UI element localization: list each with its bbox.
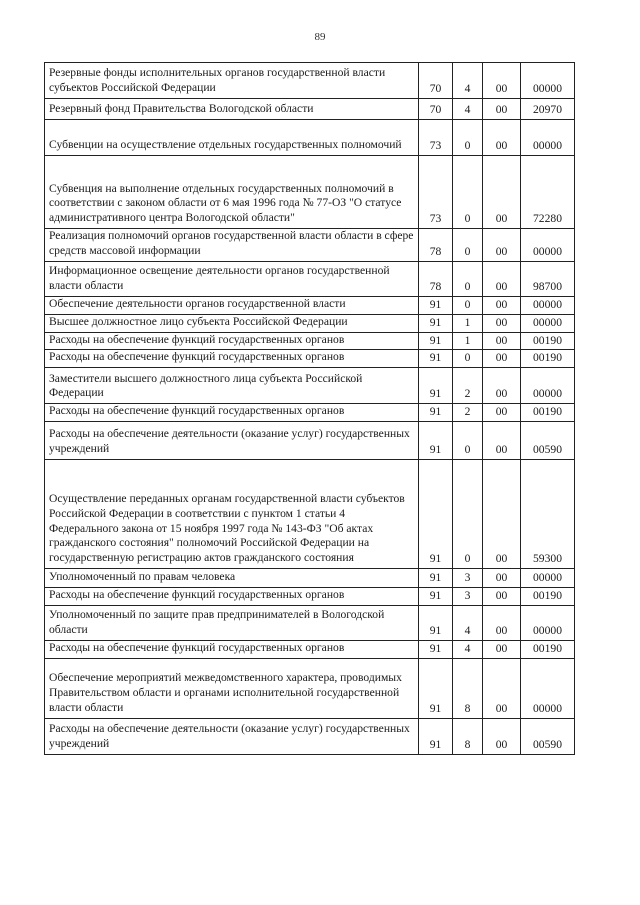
table-row (45, 262, 575, 297)
main-event-code: 00 (483, 459, 521, 568)
direction-code: 00190 (521, 350, 575, 368)
direction-code: 00590 (521, 421, 575, 459)
main-event-code: 00 (483, 404, 521, 422)
subprogram-code: 0 (453, 120, 483, 156)
direction-code: 00190 (521, 640, 575, 658)
row-name: Расходы на обеспечение функций государственных органов (45, 350, 419, 368)
subprogram-code: 2 (453, 404, 483, 422)
table-row (45, 718, 575, 754)
program-code: 91 (419, 459, 453, 568)
row-name: Расходы на обеспечение деятельности (оказание услуг) государственных учреждений (45, 718, 419, 754)
subprogram-code: 2 (453, 368, 483, 404)
main-event-code: 00 (483, 63, 521, 99)
row-name: Резервные фонды исполнительных органов государственной власти субъектов Российской Федерации (45, 63, 419, 99)
direction-code: 00000 (521, 63, 575, 99)
subprogram-code: 4 (453, 99, 483, 120)
main-event-code: 00 (483, 229, 521, 262)
main-event-code: 00 (483, 332, 521, 350)
direction-code: 00000 (521, 229, 575, 262)
subprogram-code: 4 (453, 605, 483, 640)
subprogram-code: 1 (453, 332, 483, 350)
subprogram-code: 0 (453, 459, 483, 568)
row-name: Высшее должностное лицо субъекта Российской Федерации (45, 314, 419, 332)
table-row (45, 421, 575, 459)
direction-code: 00190 (521, 404, 575, 422)
table-row (45, 658, 575, 718)
table-row (45, 568, 575, 587)
main-event-code: 00 (483, 605, 521, 640)
direction-code: 00000 (521, 605, 575, 640)
direction-code: 00000 (521, 368, 575, 404)
row-name: Расходы на обеспечение функций государственных органов (45, 332, 419, 350)
program-code: 91 (419, 718, 453, 754)
direction-code: 59300 (521, 459, 575, 568)
subprogram-code: 0 (453, 297, 483, 315)
program-code: 70 (419, 99, 453, 120)
main-event-code: 00 (483, 99, 521, 120)
program-code: 91 (419, 587, 453, 605)
table-row (45, 640, 575, 658)
main-event-code: 00 (483, 568, 521, 587)
program-code: 91 (419, 421, 453, 459)
main-event-code: 00 (483, 262, 521, 297)
main-event-code: 00 (483, 640, 521, 658)
page-number: 89 (314, 31, 326, 43)
budget-classification-table (44, 62, 575, 755)
direction-code: 00000 (521, 314, 575, 332)
subprogram-code: 0 (453, 262, 483, 297)
row-name: Обеспечение деятельности органов государственной власти (45, 297, 419, 315)
row-name: Уполномоченный по защите прав предпринимателей в Вологодской области (45, 605, 419, 640)
program-code: 70 (419, 63, 453, 99)
table-row (45, 297, 575, 315)
program-code: 91 (419, 605, 453, 640)
program-code: 91 (419, 297, 453, 315)
direction-code: 98700 (521, 262, 575, 297)
table-row (45, 605, 575, 640)
subprogram-code: 3 (453, 587, 483, 605)
program-code: 78 (419, 229, 453, 262)
direction-code: 20970 (521, 99, 575, 120)
program-code: 91 (419, 314, 453, 332)
table-row (45, 332, 575, 350)
row-name: Расходы на обеспечение деятельности (оказание услуг) государственных учреждений (45, 421, 419, 459)
program-code: 91 (419, 568, 453, 587)
row-name: Уполномоченный по правам человека (45, 568, 419, 587)
direction-code: 00000 (521, 658, 575, 718)
program-code: 91 (419, 658, 453, 718)
table-row (45, 587, 575, 605)
row-name: Субвенции на осуществление отдельных государственных полномочий (45, 120, 419, 156)
table-row (45, 156, 575, 229)
program-code: 78 (419, 262, 453, 297)
main-event-code: 00 (483, 658, 521, 718)
subprogram-code: 0 (453, 421, 483, 459)
table-row (45, 404, 575, 422)
row-name: Осуществление переданных органам государственной власти субъектов Российской Федерации в соответствии с пунктом 1 статьи 4 Федерального закона от 15 ноября 1997 года № 143-ФЗ "Об актах гражданского состояния" полномочий Российской Федерации на государственную регистрацию актов гражданского состояния (45, 459, 419, 568)
table-row (45, 314, 575, 332)
table-row (45, 229, 575, 262)
program-code: 91 (419, 332, 453, 350)
subprogram-code: 0 (453, 156, 483, 229)
table-row (45, 350, 575, 368)
direction-code: 00590 (521, 718, 575, 754)
row-name: Расходы на обеспечение функций государственных органов (45, 404, 419, 422)
subprogram-code: 0 (453, 229, 483, 262)
main-event-code: 00 (483, 718, 521, 754)
subprogram-code: 4 (453, 640, 483, 658)
program-code: 91 (419, 350, 453, 368)
table-row (45, 368, 575, 404)
row-name: Заместители высшего должностного лица субъекта Российской Федерации (45, 368, 419, 404)
main-event-code: 00 (483, 368, 521, 404)
subprogram-code: 0 (453, 350, 483, 368)
table-row (45, 120, 575, 156)
program-code: 91 (419, 404, 453, 422)
subprogram-code: 3 (453, 568, 483, 587)
program-code: 91 (419, 640, 453, 658)
main-event-code: 00 (483, 156, 521, 229)
direction-code: 00190 (521, 332, 575, 350)
table-row (45, 459, 575, 568)
table-row (45, 99, 575, 120)
subprogram-code: 4 (453, 63, 483, 99)
row-name: Информационное освещение деятельности органов государственной власти области (45, 262, 419, 297)
main-event-code: 00 (483, 350, 521, 368)
main-event-code: 00 (483, 421, 521, 459)
main-event-code: 00 (483, 587, 521, 605)
subprogram-code: 8 (453, 718, 483, 754)
program-code: 91 (419, 368, 453, 404)
direction-code: 00000 (521, 297, 575, 315)
main-event-code: 00 (483, 297, 521, 315)
direction-code: 00000 (521, 568, 575, 587)
program-code: 73 (419, 156, 453, 229)
subprogram-code: 1 (453, 314, 483, 332)
row-name: Расходы на обеспечение функций государственных органов (45, 640, 419, 658)
row-name: Расходы на обеспечение функций государственных органов (45, 587, 419, 605)
table-row (45, 63, 575, 99)
main-event-code: 00 (483, 314, 521, 332)
row-name: Субвенция на выполнение отдельных государственных полномочий в соответствии с законом области от 6 мая 1996 года № 77-ОЗ "О статусе административного центра Вологодской области" (45, 156, 419, 229)
subprogram-code: 8 (453, 658, 483, 718)
direction-code: 00190 (521, 587, 575, 605)
row-name: Обеспечение мероприятий межведомственного характера, проводимых Правительством области и органами исполнительной государственной власти области (45, 658, 419, 718)
main-event-code: 00 (483, 120, 521, 156)
row-name: Реализация полномочий органов государственной власти области в сфере средств массовой информации (45, 229, 419, 262)
row-name: Резервный фонд Правительства Вологодской области (45, 99, 419, 120)
direction-code: 00000 (521, 120, 575, 156)
direction-code: 72280 (521, 156, 575, 229)
program-code: 73 (419, 120, 453, 156)
